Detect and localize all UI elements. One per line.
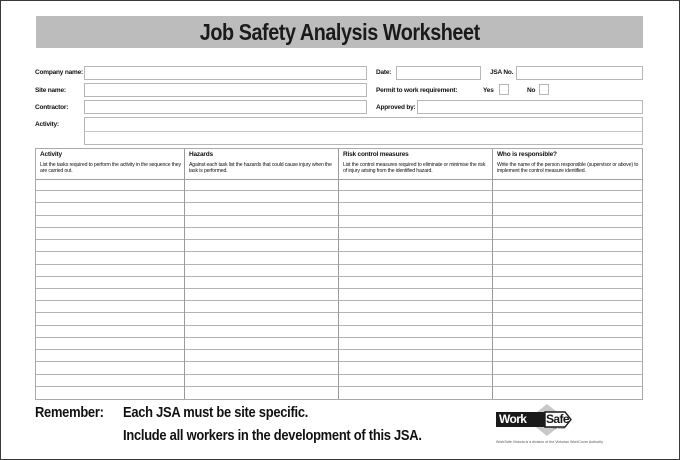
contractor-field[interactable] bbox=[84, 100, 367, 114]
title-bar bbox=[36, 16, 643, 48]
header-activity-title: Activity bbox=[40, 151, 62, 158]
page-title: Job Safety Analysis Worksheet bbox=[199, 18, 480, 45]
logo-text-victoria: VICTORIA bbox=[553, 427, 566, 430]
approved-by-label: Approved by: bbox=[376, 104, 416, 111]
header-hazards bbox=[185, 151, 339, 174]
header-hazards-title: Hazards bbox=[189, 151, 213, 158]
table-row[interactable] bbox=[36, 228, 642, 240]
header-responsible-desc: Write the name of the person responsible (supervisor or above) to implement the control measure identified. bbox=[497, 162, 639, 175]
column-divider bbox=[338, 149, 339, 399]
table-row[interactable] bbox=[36, 301, 642, 313]
permit-label: Permit to work requirement: bbox=[376, 87, 458, 94]
jsa-table bbox=[35, 148, 643, 400]
permit-yes-checkbox[interactable] bbox=[499, 84, 509, 95]
header-activity-desc: List the tasks required to perform the activity in the sequence they are carried out. bbox=[40, 162, 181, 175]
logo-note: WorkSafe Victoria is a division of the Victorian WorkCover Authority bbox=[496, 440, 603, 444]
activity-label: Activity: bbox=[35, 121, 59, 128]
header-risk-control bbox=[339, 151, 493, 174]
table-row[interactable] bbox=[36, 240, 642, 252]
table-row[interactable] bbox=[36, 191, 642, 203]
column-divider bbox=[492, 149, 493, 399]
logo-text-safe: Safe bbox=[546, 412, 569, 426]
header-hazards-desc: Against each task list the hazards that could cause injury when the task is performed. bbox=[189, 162, 332, 175]
column-divider bbox=[184, 149, 185, 399]
company-name-field[interactable] bbox=[84, 66, 367, 80]
table-row[interactable] bbox=[36, 277, 642, 289]
table-row[interactable] bbox=[36, 362, 642, 374]
logo-text-work: Work bbox=[499, 412, 527, 426]
header-risk-control-title: Risk control measures bbox=[343, 151, 409, 158]
table-row[interactable] bbox=[36, 338, 642, 350]
table-row[interactable] bbox=[36, 289, 642, 301]
remember-line-2: Include all workers in the development of this JSA. bbox=[123, 427, 422, 444]
site-name-field[interactable] bbox=[84, 83, 367, 97]
table-row[interactable] bbox=[36, 387, 642, 399]
header-risk-control-desc: List the control measures required to eliminate or minimise the risk of injury arising from the identified hazard. bbox=[343, 162, 486, 175]
header-activity bbox=[36, 151, 185, 174]
jsa-no-label: JSA No. bbox=[490, 69, 514, 76]
table-row[interactable] bbox=[36, 265, 642, 277]
activity-field-divider bbox=[85, 131, 642, 132]
header-responsible bbox=[493, 151, 643, 174]
table-row[interactable] bbox=[36, 313, 642, 325]
table-row[interactable] bbox=[36, 350, 642, 362]
worksafe-logo bbox=[495, 403, 595, 437]
table-row[interactable] bbox=[36, 179, 642, 191]
table-row[interactable] bbox=[36, 326, 642, 338]
table-row[interactable] bbox=[36, 252, 642, 264]
remember-line-1: Each JSA must be site specific. bbox=[123, 404, 309, 421]
table-row[interactable] bbox=[36, 216, 642, 228]
date-field[interactable] bbox=[396, 66, 481, 80]
table-row[interactable] bbox=[36, 203, 642, 215]
company-name-label: Company name: bbox=[35, 69, 83, 76]
permit-no-label: No bbox=[527, 87, 536, 94]
remember-label: Remember: bbox=[35, 404, 104, 421]
table-row[interactable] bbox=[36, 375, 642, 387]
approved-by-field[interactable] bbox=[417, 100, 643, 114]
header-responsible-title: Who is responsible? bbox=[497, 151, 557, 158]
activity-field[interactable] bbox=[84, 117, 643, 145]
jsa-no-field[interactable] bbox=[516, 66, 643, 80]
site-name-label: Site name: bbox=[35, 87, 66, 94]
table-header-row bbox=[36, 149, 642, 180]
contractor-label: Contractor: bbox=[35, 104, 69, 111]
permit-yes-label: Yes bbox=[483, 87, 494, 94]
date-label: Date: bbox=[376, 69, 392, 76]
permit-no-checkbox[interactable] bbox=[539, 84, 549, 95]
